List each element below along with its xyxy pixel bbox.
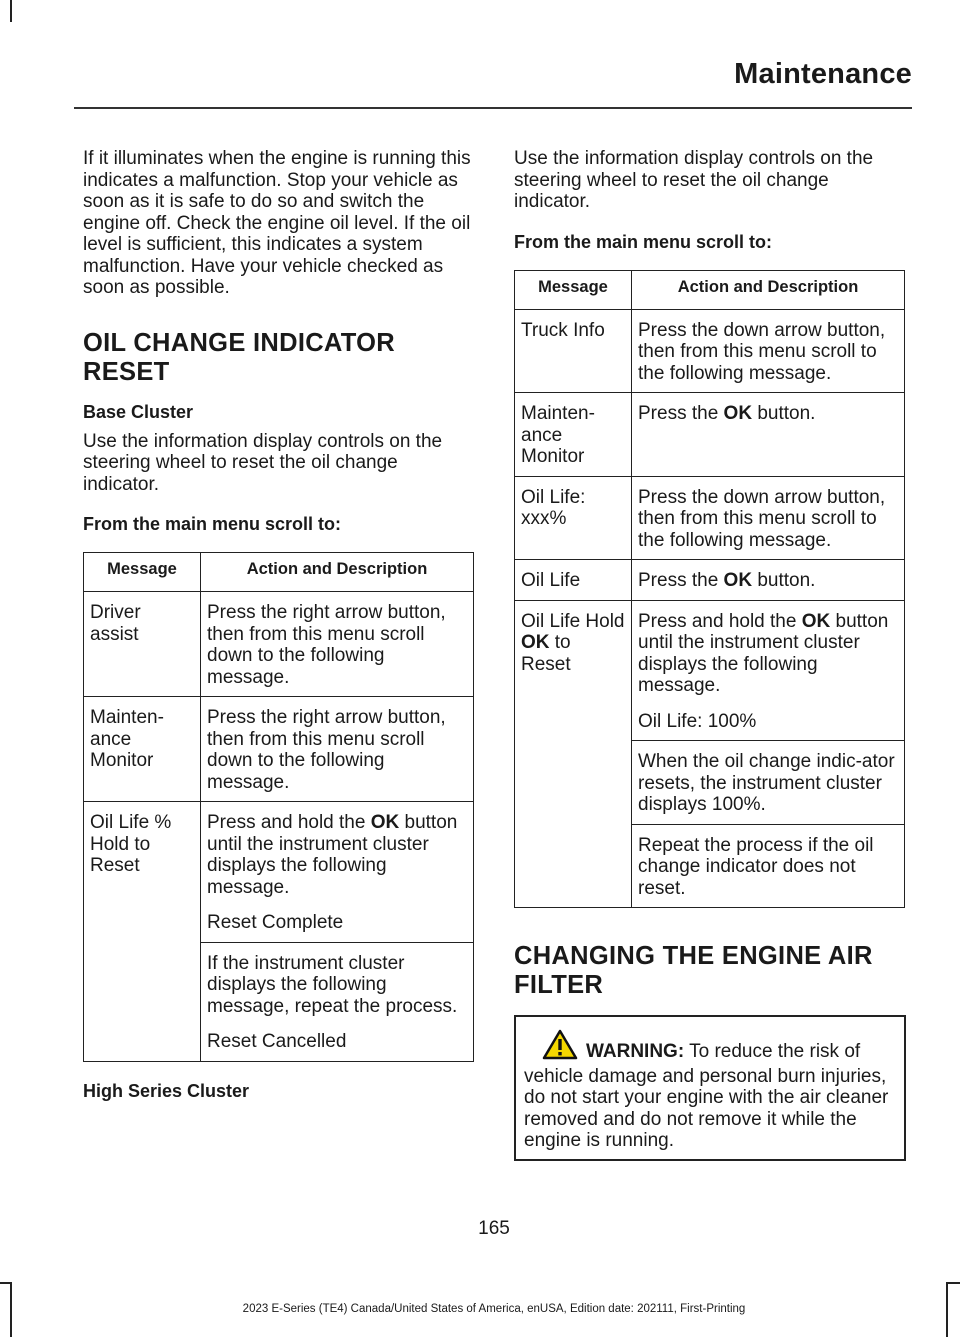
column-header-message: Message (84, 553, 201, 592)
ok-keyword: OK (801, 610, 831, 632)
action-text: Press and hold the (638, 610, 802, 632)
table-row (84, 697, 474, 802)
action-cell: Press the right arrow button, then from this menu scroll down to the following message. (201, 592, 474, 697)
action-cell: Press the down arrow button, then from this menu scroll to the following message. (632, 476, 905, 560)
action-text: button until the instrument cluster displays the following message. (638, 610, 889, 696)
ok-keyword: OK (370, 812, 400, 833)
action-text: button. (752, 570, 816, 591)
footer-edition-info: 2023 E-Series (TE4) Canada/United States of America, enUSA, Edition date: 202111, First-Printing (242, 1303, 746, 1315)
page-number: 165 (478, 1218, 510, 1239)
ok-keyword: OK (723, 403, 753, 424)
warning-box (514, 1015, 906, 1161)
message-cell: Oil Life % Hold to Reset (84, 802, 201, 1062)
action-text: If the instrument cluster displays the following message, repeat the process. (207, 952, 458, 1017)
action-cell (201, 942, 474, 1061)
message-cell: Oil Life: xxx% (515, 476, 632, 560)
section-heading-line-2: RESET (83, 357, 170, 386)
action-cell: Press the down arrow button, then from this menu scroll to the following message. (632, 309, 905, 393)
message-cell: Driver assist (84, 592, 201, 697)
table-row (84, 592, 474, 697)
action-text: button. (752, 403, 816, 424)
action-text: Press and hold the (207, 812, 371, 833)
intro-paragraph: If it illuminates when the engine is running this indicates a malfunction. Stop your vehicle as soon as it is safe to do so and switch the engine off. Check the engine oil level. If the oil level is sufficient, this indicates a system malfunction. Have your vehicle checked as soon as possible. (83, 148, 471, 298)
crop-mark-bottom-right-h (946, 1282, 960, 1284)
action-text: Press the (638, 403, 724, 424)
table-header-row (515, 270, 905, 309)
page-title: Maintenance (734, 58, 912, 90)
message-cell: Mainten-ance Monitor (515, 393, 632, 477)
table-row (84, 802, 474, 943)
crop-mark-top-left (10, 0, 12, 22)
section-heading-oil-change-reset (83, 329, 475, 387)
table-row (515, 393, 905, 477)
column-header-action: Action and Description (632, 270, 905, 309)
message-cell: Oil Life (515, 560, 632, 601)
message-cell: Truck Info (515, 309, 632, 393)
result-message: Reset Cancelled (207, 1031, 347, 1052)
high-series-heading: High Series Cluster (83, 1080, 250, 1101)
table-row (515, 476, 905, 560)
message-cell (515, 600, 632, 908)
message-text: to Reset (521, 632, 571, 675)
action-cell (201, 802, 474, 943)
table-row (515, 600, 905, 741)
warning-label: WARNING: (586, 1041, 685, 1062)
column-header-action: Action and Description (201, 553, 474, 592)
message-cell: Mainten-ance Monitor (84, 697, 201, 802)
table-row (515, 560, 905, 601)
section-heading-engine-air-filter (514, 942, 906, 1000)
base-cluster-table (83, 552, 474, 1062)
ok-keyword: OK (521, 632, 550, 653)
action-text: Press the (638, 570, 724, 591)
column-header-message: Message (515, 270, 632, 309)
right-column (514, 148, 906, 1014)
result-message: Oil Life: 100% (638, 710, 757, 732)
base-cluster-description: Use the information display controls on the steering wheel to reset the oil change indicator. (83, 430, 443, 495)
section-heading-line-1: OIL CHANGE INDICATOR (83, 328, 396, 357)
message-text: Oil Life Hold (521, 610, 625, 632)
action-text: button until the instrument cluster displays the following message. (207, 812, 458, 898)
action-cell: Press the right arrow button, then from this menu scroll down to the following message. (201, 697, 474, 802)
crop-mark-bottom-left-h (0, 1282, 12, 1284)
action-cell: Repeat the process if the oil change indicator does not reset. (632, 824, 905, 908)
action-cell: When the oil change indic-ator resets, the instrument cluster displays 100%. (632, 741, 905, 825)
menu-lead-text: From the main menu scroll to: (83, 514, 342, 534)
action-cell (632, 393, 905, 477)
result-message: Reset Complete (207, 912, 344, 933)
base-cluster-heading: Base Cluster (83, 401, 194, 422)
warning-text: To reduce the risk of vehicle damage and personal burn injuries, do not start your engine with the air cleaner removed and do not remove it while the engine is running. (524, 1041, 889, 1151)
action-cell (632, 600, 905, 741)
menu-lead-text: From the main menu scroll to: (514, 231, 773, 252)
high-series-table (514, 270, 905, 909)
table-row (515, 309, 905, 393)
header-divider (74, 107, 912, 109)
table-header-row (84, 553, 474, 592)
left-column (83, 148, 475, 1110)
section-heading-line-1: CHANGING THE ENGINE AIR (514, 942, 873, 970)
ok-keyword: OK (723, 570, 753, 591)
high-series-description: Use the information display controls on the steering wheel to reset the oil change indicator. (514, 148, 874, 212)
action-cell (632, 560, 905, 601)
warning-triangle-icon (542, 1029, 578, 1066)
section-heading-line-2: FILTER (514, 971, 604, 999)
